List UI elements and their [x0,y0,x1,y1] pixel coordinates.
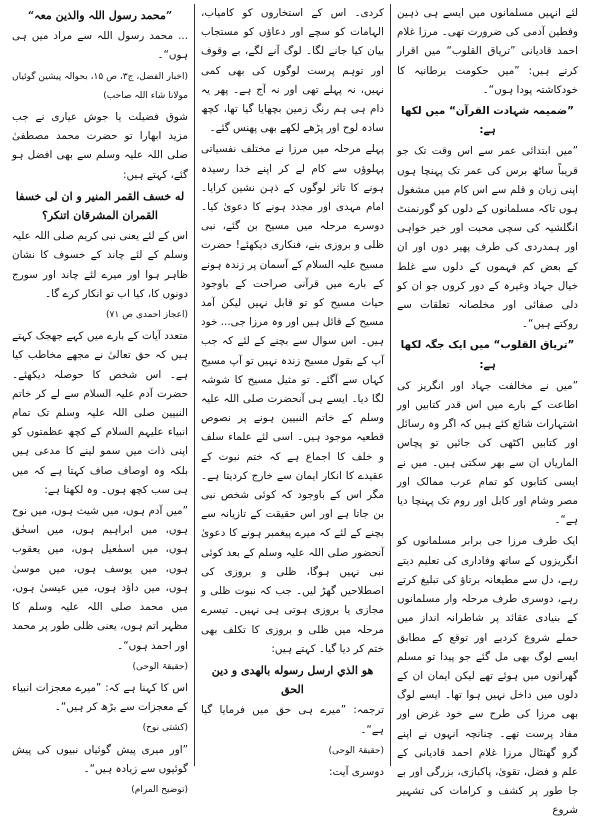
reference: (اعجاز احمدی ص ۷۱) [106,310,188,321]
document-page [6,4,584,817]
quote-paragraph: ”میں ابتدائی عمر سے اس وقت تک جو قریباً ساٹھ برس کی عمر تک پہنچا ہوں اپنی زبان و قلم سے اس کام میں مشغول ہوں تاکہ مسلمانوں کے دلوں کو گورنمنٹ انگلشیہ کی سچی محبت اور خیر خواہی اور ہمدردی کی طرف پھیر دوں اور ان کے بعض کم فہموں کے دلوں سے غلط خیال جہاد وغیرہ کے دور کروں جو ان کو دلی صفائی اور مخلصانہ تعلقات سے روکتے ہیں“۔ [397,145,578,331]
arabic-verse: هو الذي ارسل رسوله بالهدى و دين الحق [211,663,374,697]
paragraph: اس کے لئے یعنی نبی کریم صلی اللہ علیہ وسلم کے لئے چاند کے خسوف کا نشان ظاہر ہوا اور میرے لئے چاند اور سورج دونوں کا، کیا اب تو انکار کرے گا۔ [12,230,188,300]
paragraph: لئے انہیں مسلمانوں میں ایسے ہی ذہین وفطین آدمی کی ضرورت تھی۔ مرزا غلام احمد قادیانی ”تریاق القلوب“ میں اقرار کرتے ہیں: ”میں حکومت برطانیہ کا خودکاشتہ پودا ہوں“۔ [397,7,578,96]
paragraph: ... محمد رسول اللہ سے مراد میں ہی ہوں“۔ [12,30,188,62]
paragraph: ایک طرف مرزا جی برابر مسلمانوں کو انگریزوں کے ساتھ وفاداری کی تعلیم دیتے رہے، دل سے مطیعانہ برتاؤ کی تبلیغ کرتے رہے، دوسری طرف مرحلہ وار مسلمانوں کے بنیادی عقائد پر شاطرانہ انداز میں حملے شروع کردیے اور توقع کے مطابق ایسے لوگ بھی مل گئے جو پیدا تو مسلم گھرانوں میں ہوئے تھے لیکن ایمان ان کے دلوں میں داخل نہیں ہوا تھا۔ ایسے لوگ بھی مرزا کی طرح سے خود غرض اور مفاد پرست تھے۔ چنانچہ انہوں نے اپنے گرو گھنٹال مرزا غلام احمد قادیانی کے علم و فضل، تقویٰ، پاکبازی، بزرگی اور بے جا طور پر کشف و کرامات کی تشہیر شروع [397,535,578,817]
paragraph: پہلے مرحلہ میں مرزا نے مختلف نفسیاتی پہلوؤں سے کام لے کر اپنے خدا رسیدہ ہونے کا تاثر لوگوں کے ذہن نشین کرایا۔ امام مہدی اور مجدد ہونے کا دعویٰ کیا۔ دوسرے مرحلہ میں مسیح بن گئے، نبی ظلی و بروزی بنے، فنکاری دیکھئے! حضرت مسیح علیہ السلام کے آسمان پر زندہ ہونے کے بارے میں قرآنی صراحت کے باوجود حیات مسیح کو تو قابل نہیں لیکن آمد مسیح کے قائل ہیں اور وہ مرزا جی... خود ہیں۔ اس سوال سے بچنے کے لئے کہ جب آپ کے بقول مسیح زندہ نہیں تو آپ مسیح کہاں سے آگئے۔ تو مثیل مسیح کا شوشہ لگا دیا۔ ایسے ہی آنحضرت صلی اللہ علیہ وسلم کے خاتم النبیین ہونے پر نصوص قطعیہ موجود ہیں۔ اسی لئے علماء سلف و خلف کا اجماع ہے کہ ختم نبوت کے عقیدے کا انکار ایمان سے خارج کردیتا ہے۔ مگر اس کے باوجود کہ کوئی شخص نبی بن جاتا ہے اور اس حقیقت کے تازیانہ سے بچنے کے لئے کہ میرے پیغمبر ہونے کا دعویٰ آنحضور صلی اللہ علیہ وسلم کے بعد کوئی نبی نہیں ہوگا، ظلی و بروزی کی اصطلاحیں گھڑ لیں۔ جب کہ نبوت ظلی و مجازی یا بروزی ہوتی ہی نہیں۔ تیسرے مرحلہ میں ظلی و بروزی کا تکلف بھی ختم کر دیا گیا۔ کہتے ہیں: [201,143,384,655]
reference: (حقیقۃ الوحی) [328,745,384,756]
column-left [6,4,194,795]
quote-paragraph: ”میں آدم ہوں، میں شیث ہوں، میں نوح ہوں، میں ابراہیم ہوں، میں اسحٰق ہوں، میں اسمٰعیل ہوں، میں یعقوب ہوں، میں یوسف ہوں، میں موسیٰ ہوں، میں داؤد ہوں، میں عیسیٰ ہوں، میں محمد صلی اللہ علیہ وسلم کا مظہر اتم ہوں، یعنی ظلی طور پر محمد اور احمد ہوں“۔ [12,505,188,652]
quote-paragraph: ”میں نے مخالفت جہاد اور انگریز کی اطاعت کے بارے میں اس قدر کتابیں اور اشتہارات شائع کئے ہیں کہ اگر وہ رسائل اور کتابیں اکٹھی کی جائیں تو پچاس الماریاں ان سے بھر سکتی ہیں۔ میں نے ایسی کتابوں کو تمام عرب ممالک اور مصر وشام اور کابل اور روم تک پہنچا دیا ہے“۔ [397,379,578,527]
paragraph: اس کا کہنا ہے کہ: ”میرے معجزات انبیاء کے معجزات سے بڑھ کر ہیں“۔ [12,681,188,714]
quote-heading: ”ضمیمہ شہادت القرآن“ میں لکھا ہے: [401,105,574,137]
reference: (توضیح المرام) [131,784,188,795]
translation: ترجمہ: ”میرے ہی حق میں فرمایا گیا ہے“۔ [201,704,384,736]
reference: (کشتی نوح) [142,723,188,734]
paragraph: دوسری آیت: [328,765,384,778]
paragraph: ”اور میری پیش گوئیاں نبیوں کی پیش گوئیوں سے زیادہ ہیں“۔ [12,743,188,775]
paragraph: شوق فضیلت یا جوش عیاری نے جب مزید ابھارا تو حضرت محمد مصطفیٰ صلی اللہ علیہ وسلم سے بھی افضل ہو گئے، کہتے ہیں: [12,111,188,181]
arabic-verse: ”محمد رسول اللہ والذین معہ“ [27,9,173,22]
reference: (اخبار الفضل، ج۳، ص ۱۵، بحوالہ پیشین گوئیاں مولانا شاء اللہ صاحب) [12,71,188,101]
column-right [390,4,584,817]
column-middle [194,4,390,778]
reference: (حقیقۃ الوحی) [132,661,188,672]
arabic-verse: له خسف القمر المنير و ان لی خسفا القمران المشرقان اتنكر؟ [15,189,185,223]
paragraph: کردی۔ اس کے استخاروں کو کامیاب، الہامات کو سچے اور دعاؤں کو مستجاب بیان کیا جانے لگا۔ لوگ آنے لگے، بے وقوف اور توہم پرست لوگوں کی بھی کمی نہیں، نہ پہلے تھی اور نہ آج ہے۔ پھر یہ دام ہی ہم رنگ زمین بچھایا گیا تھا، کچھ سادہ لوح اور پڑھے لکھے بھی پھنس گئے۔ [201,7,384,135]
quote-heading: ”تریاق القلوب“ میں ایک جگہ لکھا ہے: [400,339,575,371]
paragraph: متعدد آیات کے بارے میں کہے جھجک کہتے ہیں کہ حق تعالیٰ نے مجھے مخاطب کیا ہے۔ اس شخص کا حوصلہ دیکھئے۔ حضرت آدم علیہ السلام سے لے کر خاتم النبیین صلی اللہ علیہ وسلم تک تمام انبیاء علیہم السلام کے کچھ عظمتوں کو اپنی ذات میں سمو لینے کا مدعی ہیں بلکہ وہ اوصاف صاف کہتا ہے کہ میں ہی سب کچھ ہوں۔ وہ لکھتا ہے: [12,330,188,496]
